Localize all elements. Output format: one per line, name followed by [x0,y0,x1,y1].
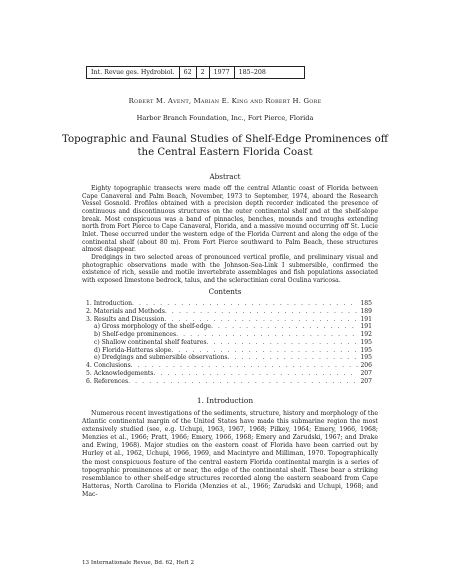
toc-entry[interactable] [86,339,372,347]
toc-entry[interactable] [86,331,372,339]
citation-year: 1977 [210,67,235,78]
toc-page: 191 [360,315,372,323]
toc-label: 4. Conclusions [86,362,131,369]
toc-leader [128,378,358,386]
toc-leader [227,354,358,362]
contents-heading: Contents [208,287,242,296]
toc-label: a) Gross morphology of the shelf-edge [94,323,211,331]
abstract-paragraph-1: Eighty topographic transects were made off the central Atlantic coast of Florida between Cape Canaveral and Palm Beach, November, 1973 to September, 1974, aboard the Research Vessel Gosnold. Profiles obtained with a precision depth recorder indicated the presence of continuous and discontinuous structures on the outer continental shelf and at the shelf-slope break. Most conspicuous was a band of pinnacles, benches, mounds and troughs extending north from Fort Pierce to Cape Canaveral, Florida, and a massive mound occurring off St. Lucie Inlet. These occurred under the western edge of the Florida Current and along the edge of the continental shelf (about 80 m). From Fort Pierce southward to Palm Beach, these structures almost disappear. [82,185,378,254]
toc-entry[interactable] [86,347,372,355]
toc-page: 207 [360,369,372,377]
toc-leader [132,300,358,308]
toc-label: 3. Results and Discussion [86,315,165,323]
section-heading-introduction: 1. Introduction [196,396,254,405]
toc-leader [171,347,358,355]
toc-entry[interactable] [86,378,372,386]
toc-label: d) Florida-Hatteras slope [94,346,172,354]
toc-page: 189 [360,307,372,315]
toc-leader [206,339,358,347]
article-title: Topographic and Faunal Studies of Shelf-Edge Prominences off the Central Eastern Florida Coast [61,134,389,158]
abstract-body [82,185,378,285]
citation-issue: 2 [197,67,210,78]
toc-entry[interactable] [86,370,372,378]
toc-page: 195 [360,338,372,346]
toc-label: 5. Acknowledgements [86,369,154,377]
toc-label: 1. Introduction [86,300,132,307]
toc-page: 192 [360,331,372,338]
toc-label: c) Shallow continental shelf features [94,338,207,346]
toc-label: 6. References [86,377,129,385]
toc-leader [176,331,358,339]
toc-page: 206 [360,362,372,369]
abstract-heading: Abstract [209,172,241,181]
introduction-paragraph: Numerous recent investigations of the sediments, structure, history and morphology of the Atlantic continental margin of the United States have made this submarine region the most extensively studied (see, e.g. Uchupi, 1963, 1967, 1968; Pilkey, 1964; Emery, 1966, 1968; Menzies et al., 1966; Pratt, 1966; Emery, 1966, 1968; Emery and Zarudski, 1967; and Drake and Ewing, 1968). Major studies on the eastern coast of Florida have been carried out by Hurley et al., 1962, Uchupi, 1966, 1969, and Macintyre and Milliman, 1970. Topographically the most conspicuous feature of the central eastern Florida continental margin is a series of topographic prominences at or near, the edge of the continental shelf. These bear a striking resemblance to other shelf-edge structures recorded along the eastern seaboard from Cape Hatteras, North Carolina to Florida (Menzies et al., 1966; Zarudski and Uchupi, 1968; and Mac- [82,410,378,498]
citation-box [86,66,305,79]
toc-entry[interactable] [86,316,372,324]
toc-entry[interactable] [86,362,372,370]
toc-page: 195 [360,354,372,362]
toc-label: 2. Materials and Methods [86,307,165,315]
toc-leader [165,308,358,316]
toc-entry[interactable] [86,308,372,316]
toc-leader [211,323,358,331]
affiliation: Harbor Branch Foundation, Inc., Fort Pierce, Florida [136,114,314,122]
abstract-paragraph-2-text: Dredgings in two selected areas of pronounced vertical profile, and preliminary visual and photographic observations made with the Johnson-Sea-Link I submersible, confirmed the existence of rich, sessile and motile invertebrate assemblages and fish populations associated with exposed limestone bedrock, talus, and the scleractinian coral Oculina varicosa. [82,253,378,284]
toc-page: 191 [360,323,372,331]
toc-leader [131,362,358,370]
toc-entry[interactable] [86,300,372,308]
abstract-paragraph-2 [82,254,378,285]
toc-page: 185 [360,300,372,307]
toc-entry[interactable] [86,354,372,362]
toc-leader [164,316,358,324]
citation-journal: Int. Revue ges. Hydrobiol. [87,67,180,78]
toc-label: e) Dredgings and submersible observations [94,354,228,362]
toc-entry[interactable] [86,323,372,331]
toc-page: 207 [360,377,372,385]
toc-page: 195 [360,346,372,354]
citation-volume: 62 [180,67,197,78]
toc-leader [153,370,358,378]
page-footer: 13 Internationale Revue, Bd. 62, Heft 2 [82,560,195,566]
toc-label: b) Shelf-edge prominences [94,331,177,338]
citation-pages: 185–208 [238,69,266,76]
table-of-contents [86,300,372,385]
author-list: Robert M. Avent, Marian E. King and Robert H. Gore [128,97,322,105]
